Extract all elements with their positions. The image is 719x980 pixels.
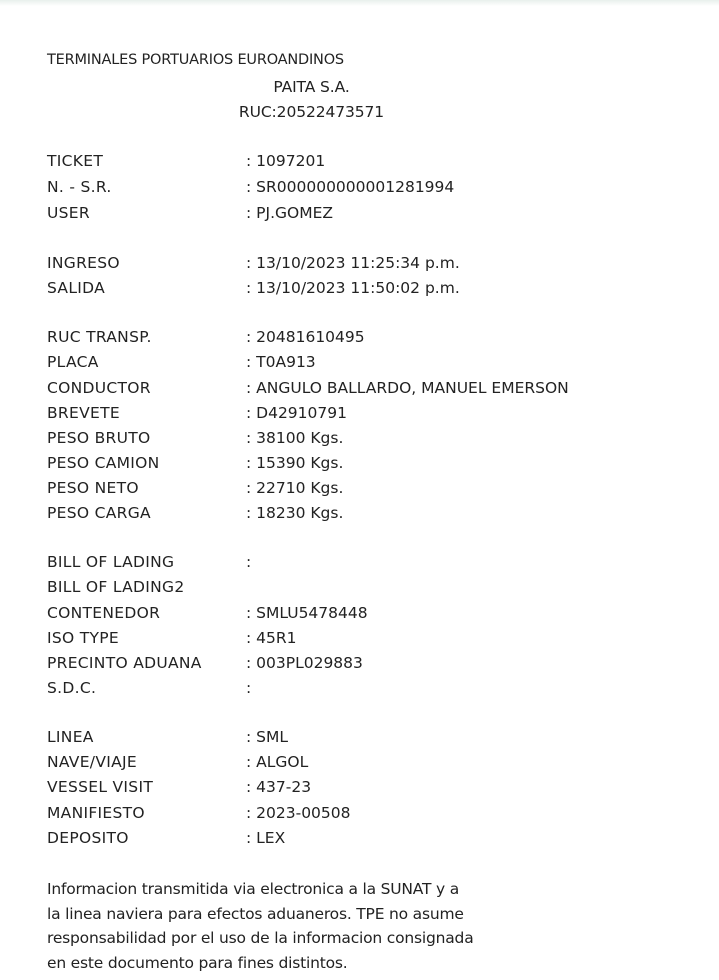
- field-value-precinto-aduana: : 003PL029883: [246, 654, 363, 672]
- field-label-vessel-visit: VESSEL VISIT: [47, 778, 154, 796]
- field-label-bill-of-lading2: BILL OF LADING2: [47, 578, 185, 596]
- field-value-ingreso: : 13/10/2023 11:25:34 p.m.: [246, 254, 460, 272]
- field-value-vessel-visit: : 437-23: [246, 778, 312, 796]
- field-value-placa: : T0A913: [246, 353, 316, 371]
- field-value-nave-viaje: : ALGOL: [246, 753, 309, 771]
- field-value-conductor: : ANGULO BALLARDO, MANUEL EMERSON: [246, 379, 569, 397]
- field-label-user: USER: [47, 204, 90, 222]
- field-label-peso-camion: PESO CAMION: [47, 454, 160, 472]
- field-label-ruc-transp: RUC TRANSP.: [47, 328, 152, 346]
- field-label-manifiesto: MANIFIESTO: [47, 804, 145, 822]
- field-value-deposito: : LEX: [246, 829, 286, 847]
- field-label-iso-type: ISO TYPE: [47, 629, 120, 647]
- field-value-ns-r: : SR000000000001281994: [246, 178, 455, 196]
- field-label-ingreso: INGRESO: [47, 254, 120, 272]
- field-label-deposito: DEPOSITO: [47, 829, 129, 847]
- field-label-conductor: CONDUCTOR: [47, 379, 151, 397]
- field-label-ns-r: N. - S.R.: [47, 178, 112, 196]
- field-label-peso-neto: PESO NETO: [47, 479, 139, 497]
- field-label-linea: LINEA: [47, 728, 94, 746]
- field-label-contenedor: CONTENEDOR: [47, 604, 161, 622]
- company-city: PAITA S.A.: [273, 78, 350, 96]
- field-value-user: : PJ.GOMEZ: [246, 204, 333, 222]
- field-value-manifiesto: : 2023-00508: [246, 804, 351, 822]
- field-label-bill-of-lading: BILL OF LADING: [47, 553, 175, 571]
- field-label-brevete: BREVETE: [47, 404, 120, 422]
- field-value-iso-type: : 45R1: [246, 629, 297, 647]
- field-value-peso-bruto: : 38100 Kgs.: [246, 429, 344, 447]
- field-label-precinto-aduana: PRECINTO ADUANA: [47, 654, 202, 672]
- field-value-linea: : SML: [246, 728, 288, 746]
- field-value-salida: : 13/10/2023 11:50:02 p.m.: [246, 279, 460, 297]
- field-value-sdc: :: [246, 679, 252, 697]
- field-value-bill-of-lading: :: [246, 553, 252, 571]
- field-value-brevete: : D42910791: [246, 404, 347, 422]
- field-label-salida: SALIDA: [47, 279, 106, 297]
- field-label-sdc: S.D.C.: [47, 679, 97, 697]
- field-value-peso-neto: : 22710 Kgs.: [246, 479, 344, 497]
- field-label-nave-viaje: NAVE/VIAJE: [47, 753, 137, 771]
- company-name: TERMINALES PORTUARIOS EUROANDINOS: [47, 52, 344, 68]
- field-label-ticket: TICKET: [47, 152, 104, 170]
- company-ruc: RUC:20522473571: [238, 103, 385, 121]
- field-value-peso-carga: : 18230 Kgs.: [246, 504, 344, 522]
- field-label-peso-carga: PESO CARGA: [47, 504, 151, 522]
- field-value-ticket: : 1097201: [246, 152, 326, 170]
- field-value-peso-camion: : 15390 Kgs.: [246, 454, 344, 472]
- footer-notice: Informacion transmitida via electronica a la SUNAT y a la linea naviera para efectos aduaneros. TPE no asume responsabilidad por el uso de la informacion consignada en este documento para fines distintos.: [47, 880, 474, 972]
- field-value-contenedor: : SMLU5478448: [246, 604, 368, 622]
- field-value-ruc-transp: : 20481610495: [246, 328, 365, 346]
- field-label-peso-bruto: PESO BRUTO: [47, 429, 151, 447]
- field-label-placa: PLACA: [47, 353, 99, 371]
